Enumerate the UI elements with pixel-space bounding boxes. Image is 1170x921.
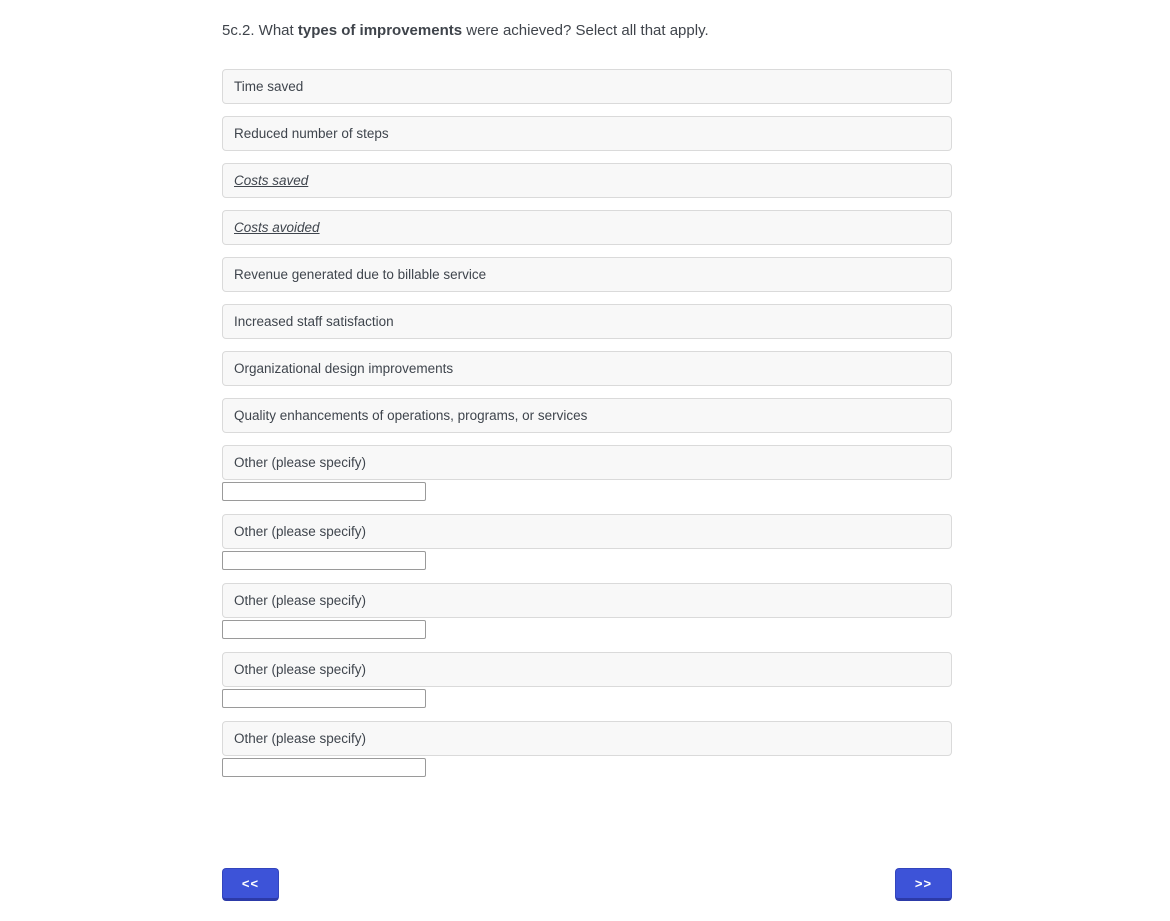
option-label: Other (please specify) xyxy=(234,523,367,539)
question-title-prefix: 5c.2. What xyxy=(222,22,298,39)
option-group xyxy=(222,116,952,151)
option-label: Other (please specify) xyxy=(234,661,367,677)
option-label: Quality enhancements of operations, programs, or services xyxy=(234,407,588,423)
option-other-please-specify-3[interactable] xyxy=(222,583,952,618)
options-list xyxy=(222,69,952,777)
option-time-saved[interactable] xyxy=(222,69,952,104)
option-group xyxy=(222,257,952,292)
option-group xyxy=(222,652,952,708)
option-group xyxy=(222,351,952,386)
option-quality-enhancements-of-operations-programs-or-services[interactable] xyxy=(222,398,952,433)
option-label: Other (please specify) xyxy=(234,730,367,746)
option-label: Other (please specify) xyxy=(234,592,367,608)
option-organizational-design-improvements[interactable] xyxy=(222,351,952,386)
option-other-please-specify-2[interactable] xyxy=(222,514,952,549)
navigation-bar xyxy=(222,868,952,901)
option-label: Costs avoided xyxy=(234,219,320,235)
option-revenue-generated-due-to-billable-service[interactable] xyxy=(222,257,952,292)
option-group xyxy=(222,445,952,501)
option-label: Revenue generated due to billable service xyxy=(234,266,487,282)
option-group xyxy=(222,69,952,104)
back-button[interactable]: << xyxy=(222,868,279,901)
other-specify-input[interactable] xyxy=(222,482,426,501)
next-button[interactable]: >> xyxy=(895,868,952,901)
option-costs-avoided[interactable] xyxy=(222,210,952,245)
option-group xyxy=(222,210,952,245)
option-label: Costs saved xyxy=(234,172,309,188)
option-reduced-number-of-steps[interactable] xyxy=(222,116,952,151)
option-label: Increased staff satisfaction xyxy=(234,313,394,329)
other-specify-input[interactable] xyxy=(222,758,426,777)
question-title-bold: types of improvements xyxy=(297,22,463,39)
option-label: Other (please specify) xyxy=(234,454,367,470)
option-group xyxy=(222,721,952,777)
option-label: Reduced number of steps xyxy=(234,125,389,141)
option-increased-staff-satisfaction[interactable] xyxy=(222,304,952,339)
question-title xyxy=(222,22,952,40)
option-other-please-specify-1[interactable] xyxy=(222,445,952,480)
option-group xyxy=(222,163,952,198)
option-group xyxy=(222,304,952,339)
question-title-suffix: were achieved? Select all that apply. xyxy=(462,22,709,39)
option-label: Organizational design improvements xyxy=(234,360,454,376)
option-group xyxy=(222,398,952,433)
option-other-please-specify-5[interactable] xyxy=(222,721,952,756)
option-group xyxy=(222,514,952,570)
other-specify-input[interactable] xyxy=(222,620,426,639)
other-specify-input[interactable] xyxy=(222,551,426,570)
option-group xyxy=(222,583,952,639)
other-specify-input[interactable] xyxy=(222,689,426,708)
option-costs-saved[interactable] xyxy=(222,163,952,198)
option-other-please-specify-4[interactable] xyxy=(222,652,952,687)
option-label: Time saved xyxy=(234,78,304,94)
survey-question-block xyxy=(222,22,952,901)
